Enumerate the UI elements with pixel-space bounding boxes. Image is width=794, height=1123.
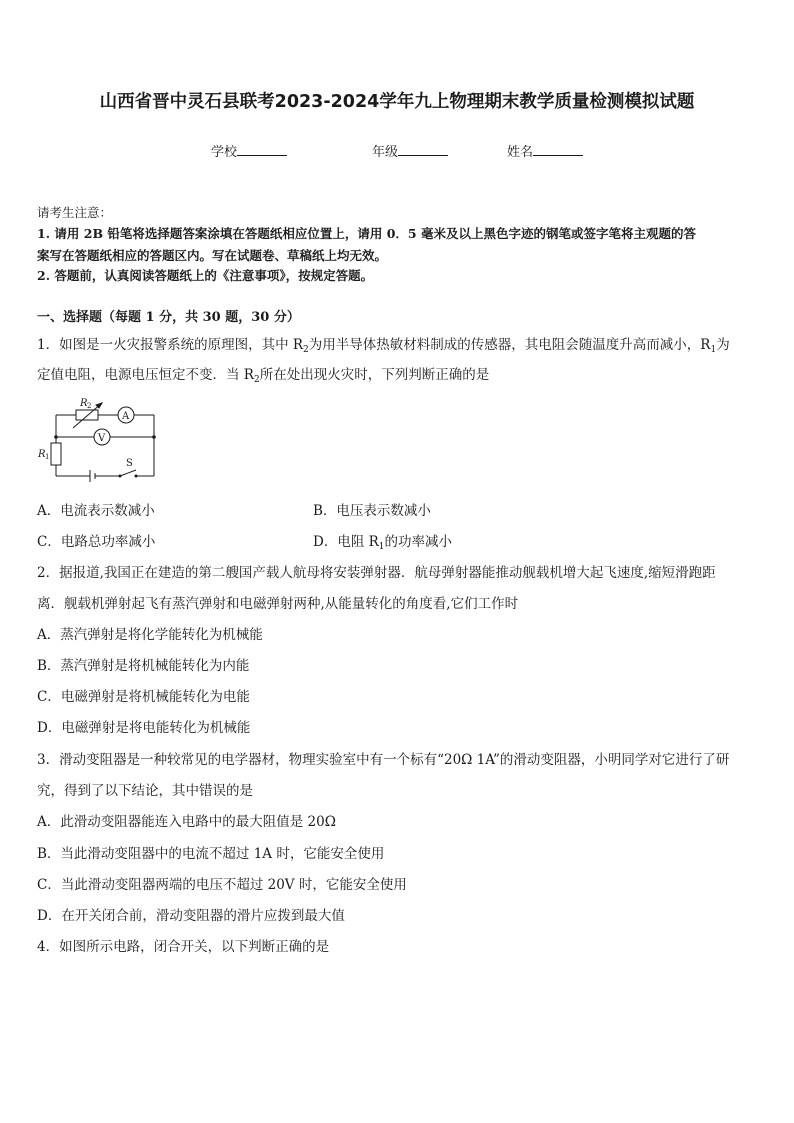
grade-field	[372, 141, 448, 160]
switch-icon	[120, 470, 136, 476]
switch-label: S	[126, 458, 133, 469]
notice-item-2: 2. 答题前，认真阅读答题纸上的《注意事项》，按规定答题。	[37, 268, 374, 283]
q2-option-d[interactable]: D．电磁弹射是将电能转化为机械能	[37, 720, 251, 736]
voltmeter-label: V	[98, 433, 106, 444]
q1-subscript: 2	[253, 375, 260, 385]
q1-option-d[interactable]	[313, 530, 452, 552]
q1-stem-line-2	[37, 363, 489, 385]
section-title: 一、选择题（每题 1 分，共 30 题，30 分）	[37, 310, 300, 325]
r1-sub: 1	[45, 453, 50, 461]
q2-stem-line-1: 2．据报道,我国正在建造的第二艘国产载人航母将安装弹射器．航母弹射器能推动舰载机增大起飞速度,缩短滑跑距	[37, 565, 716, 581]
q3-stem-line-2: 究，得到了以下结论，其中错误的是	[37, 783, 253, 799]
q3-option-b[interactable]: B．当此滑动变阻器中的电流不超过 1A 时，它能安全使用	[37, 846, 385, 862]
q1-stem-line-1	[37, 333, 730, 355]
q3-stem-line-1: 3．滑动变阻器是一种较常见的电学器材，物理实验室中有一个标有“20Ω 1A”的滑动变阻器，小明同学对它进行了研	[37, 752, 730, 768]
q1-text: 1．如图是一火灾报警系统的原理图，其中 R	[37, 337, 304, 353]
q2-option-b[interactable]: B．蒸汽弹射是将机械能转化为内能	[37, 658, 250, 674]
notice-heading: 请考生注意：	[37, 205, 113, 220]
r1-resistor-icon	[51, 443, 61, 465]
q1-option-d-subscript: 1	[378, 542, 385, 552]
r2-label: R	[80, 398, 88, 409]
q1-subscript: 2	[303, 345, 309, 355]
q2-option-a[interactable]: A．蒸汽弹射是将化学能转化为机械能	[37, 627, 263, 643]
q1-text: 定值电阻，电源电压恒定不变．当 R	[37, 367, 254, 383]
q2-option-c[interactable]: C．电磁弹射是将机械能转化为电能	[37, 689, 250, 705]
r1-label: R	[38, 449, 46, 460]
q1-option-a[interactable]: A．电流表示数减小	[37, 503, 155, 519]
q1-option-c[interactable]: C．电路总功率减小	[37, 534, 156, 550]
q1-text: 为	[716, 337, 730, 353]
r2-resistor-icon	[76, 410, 98, 420]
q3-option-a[interactable]: A．此滑动变阻器能连入电路中的最大阻值是 20Ω	[37, 814, 336, 830]
q3-option-c[interactable]: C．当此滑动变阻器两端的电压不超过 20V 时，它能安全使用	[37, 877, 407, 893]
name-label: 姓名	[507, 145, 534, 160]
q1-text: 所在处出现火灾时，下列判断正确的是	[259, 367, 490, 383]
grade-label: 年级	[372, 145, 399, 160]
q1-subscript: 1	[710, 345, 717, 355]
q4-stem-line-1: 4．如图所示电路，闭合开关，以下判断正确的是	[37, 939, 330, 955]
name-field	[507, 141, 583, 160]
notice-item-1-line-2: 案写在答题纸相应的答题区内。写在试题卷、草稿纸上均无效。	[37, 248, 388, 263]
fire-alarm-circuit-diagram	[36, 390, 160, 490]
page-title: 山西省晋中灵石县联考2023-2024学年九上物理期末教学质量检测模拟试题	[99, 92, 695, 112]
school-blank[interactable]	[237, 143, 287, 156]
q2-stem-line-2: 离．舰载机弹射起飞有蒸汽弹射和电磁弹射两种,从能量转化的角度看,它们工作时	[37, 596, 519, 612]
q1-option-d-text: D．电阻 R	[313, 534, 379, 550]
grade-blank[interactable]	[398, 143, 448, 156]
notice-item-1-line-1: 1. 请用 2B 铅笔将选择题答案涂填在答题纸相应位置上，请用 0．5 毫米及以上黑色字迹的钢笔或签字笔将主观题的答	[37, 226, 696, 241]
r2-sub: 2	[87, 402, 92, 410]
name-blank[interactable]	[533, 143, 583, 156]
q1-text: 为用半导体热敏材料制成的传感器，其电阻会随温度升高而减小，R	[308, 337, 711, 353]
q1-option-d-text: 的功率减小	[384, 534, 453, 550]
ammeter-label: A	[122, 411, 130, 422]
q1-option-b[interactable]: B．电压表示数减小	[313, 503, 431, 519]
q3-option-d[interactable]: D．在开关闭合前，滑动变阻器的滑片应拨到最大值	[37, 908, 345, 924]
school-label: 学校	[211, 145, 238, 160]
school-field	[211, 141, 287, 160]
